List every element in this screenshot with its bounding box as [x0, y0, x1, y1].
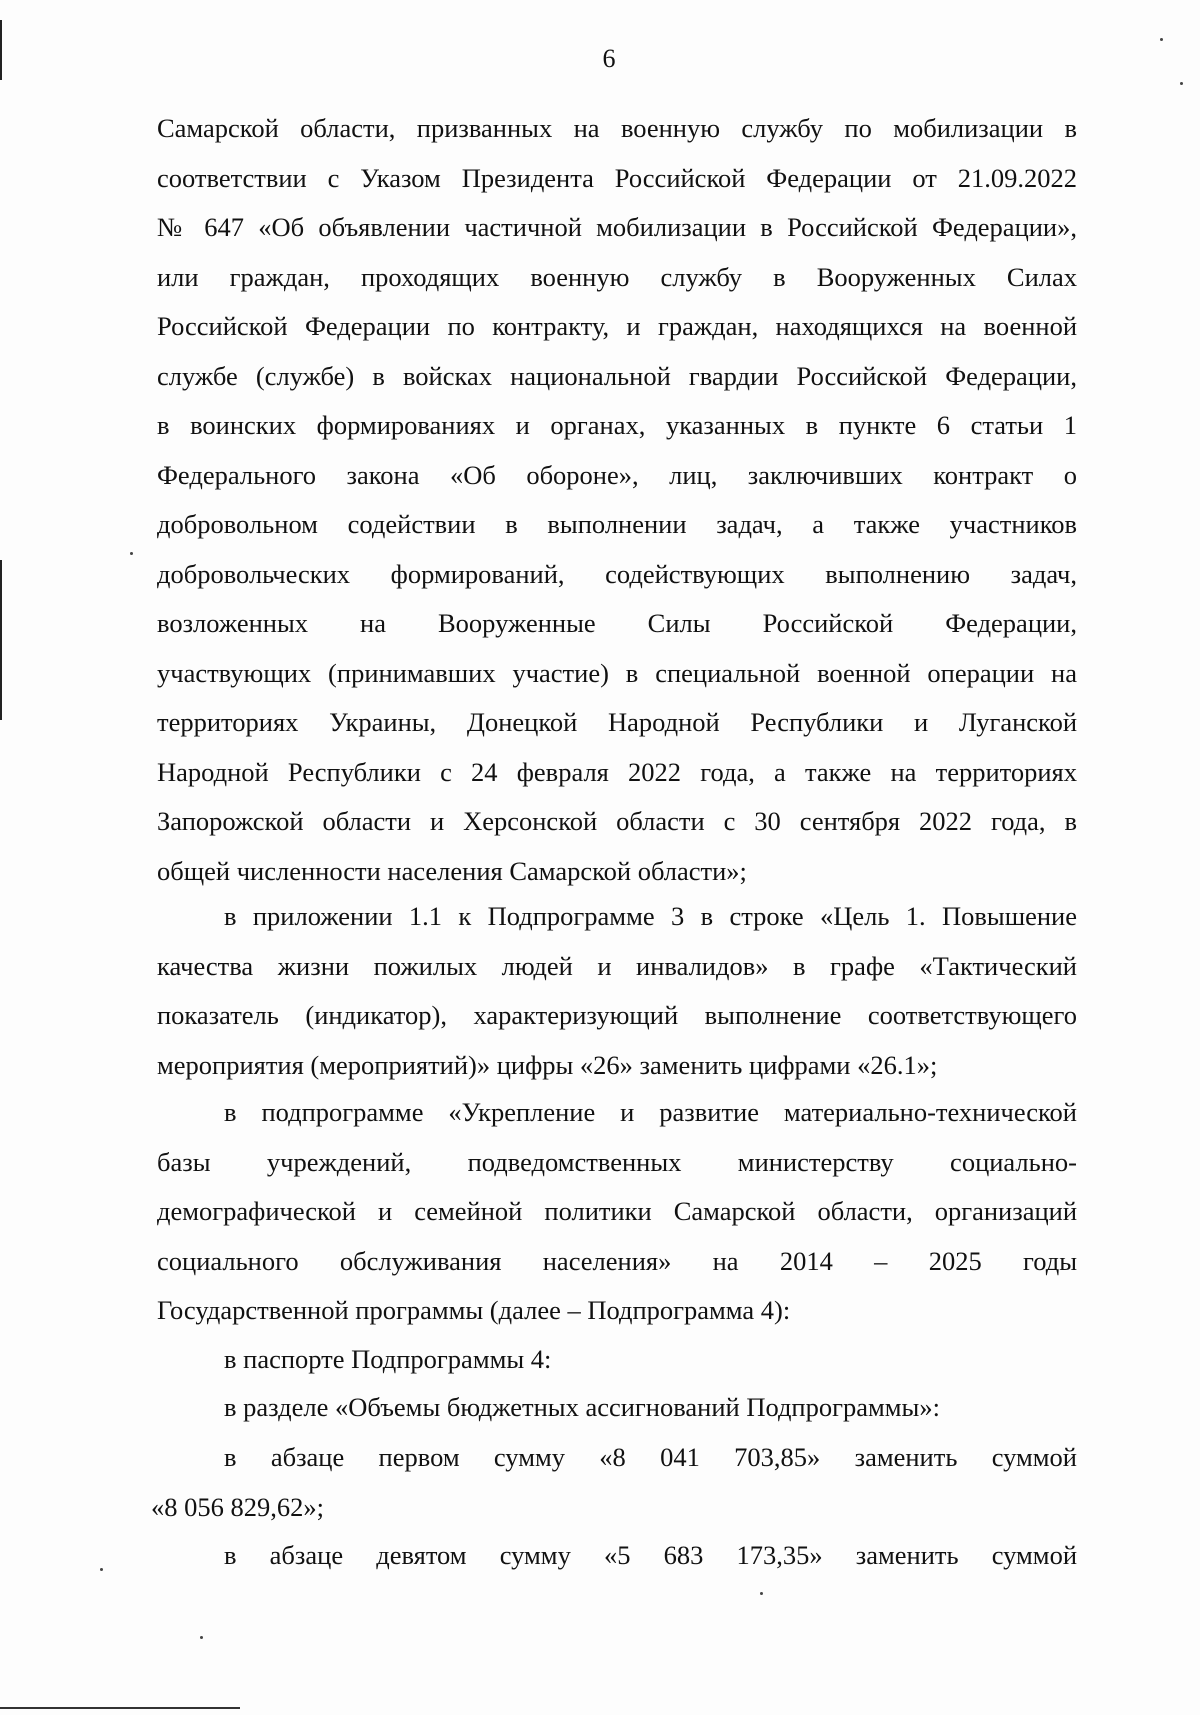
text-line: № 647 «Об объявлении частичной мобилизации в Российской Федерации»,: [157, 212, 1077, 242]
scan-speck: [760, 1592, 763, 1595]
scan-speck: [200, 1636, 203, 1639]
paragraph-continuation: [157, 104, 1077, 896]
text-line: Российской Федерации по контракту, и граждан, находящихся на военной: [157, 311, 1077, 341]
paragraph-budget-section: [157, 1383, 1077, 1433]
text-line: участвующих (принимавших участие) в специальной военной операции на: [157, 657, 1077, 688]
scan-speck: [1160, 38, 1163, 41]
scan-speck: [1180, 82, 1183, 85]
text-line: в приложении 1.1 к Подпрограмме 3 в строке «Цель 1. Повышение: [224, 901, 1077, 931]
text-line: качества жизни пожилых людей и инвалидов» в графе «Тактический: [157, 950, 1077, 981]
text-line: службе (службе) в войсках национальной гвардии Российской Федерации,: [157, 360, 1077, 391]
text-line: соответствии с Указом Президента Российской Федерации от 21.09.2022: [157, 162, 1077, 193]
text-line: Государственной программы (далее – Подпрограмма 4):: [157, 1295, 791, 1325]
text-line: «8 056 829,62»;: [151, 1491, 324, 1522]
text-line: в абзаце девятом сумму «5 683 173,35» заменить суммой: [224, 1540, 1077, 1570]
text-line: социального обслуживания населения» на 2014 – 2025 годы: [157, 1245, 1077, 1276]
scan-speck: [130, 552, 133, 555]
text-line: в воинских формированиях и органах, указанных в пункте 6 статьи 1: [157, 410, 1077, 440]
paragraph-subprogram-4: [157, 1088, 1077, 1336]
text-line: в паспорте Подпрограммы 4:: [224, 1344, 552, 1374]
text-line: показатель (индикатор), характеризующий выполнение соответствующего: [157, 1000, 1077, 1030]
text-line: базы учреждений, подведомственных министерству социально-: [157, 1146, 1077, 1177]
paragraph-first-abzac: [151, 1433, 1077, 1532]
paragraph-ninth-abzac: [157, 1531, 1077, 1581]
text-line: в абзаце первом сумму «8 041 703,85» заменить суммой: [224, 1442, 1077, 1472]
text-line: территориях Украины, Донецкой Народной Республики и Луганской: [157, 707, 1077, 737]
text-line: Самарской области, призванных на военную службу по мобилизации в: [157, 113, 1077, 143]
text-line: добровольном содействии в выполнении задач, а также участников: [157, 509, 1077, 539]
text-line: общей численности населения Самарской области»;: [157, 855, 747, 886]
text-line: или граждан, проходящих военную службу в Вооруженных Силах: [157, 261, 1077, 292]
text-line: в разделе «Объемы бюджетных ассигнований Подпрограммы»:: [224, 1392, 940, 1422]
text-line: в подпрограмме «Укрепление и развитие материально-технической: [224, 1097, 1077, 1127]
text-line: добровольческих формирований, содействующих выполнению задач,: [157, 558, 1077, 589]
scan-bottom-mark: [0, 1707, 240, 1709]
text-line: Федерального закона «Об обороне», лиц, заключивших контракт о: [157, 459, 1077, 490]
paragraph-appendix-1-1: [157, 892, 1077, 1090]
text-line: Народной Республики с 24 февраля 2022 года, а также на территориях: [157, 756, 1077, 787]
scan-edge-mark: [0, 560, 2, 720]
scan-speck: [100, 1568, 103, 1571]
page-number: 6: [602, 44, 616, 73]
text-line: Запорожской области и Херсонской области с 30 сентября 2022 года, в: [157, 806, 1077, 836]
text-line: демографической и семейной политики Самарской области, организаций: [157, 1196, 1077, 1226]
text-line: возложенных на Вооруженные Силы Российской Федерации,: [157, 608, 1077, 638]
paragraph-passport: [157, 1335, 1077, 1385]
text-line: мероприятия (мероприятий)» цифры «26» заменить цифрами «26.1»;: [157, 1049, 938, 1080]
